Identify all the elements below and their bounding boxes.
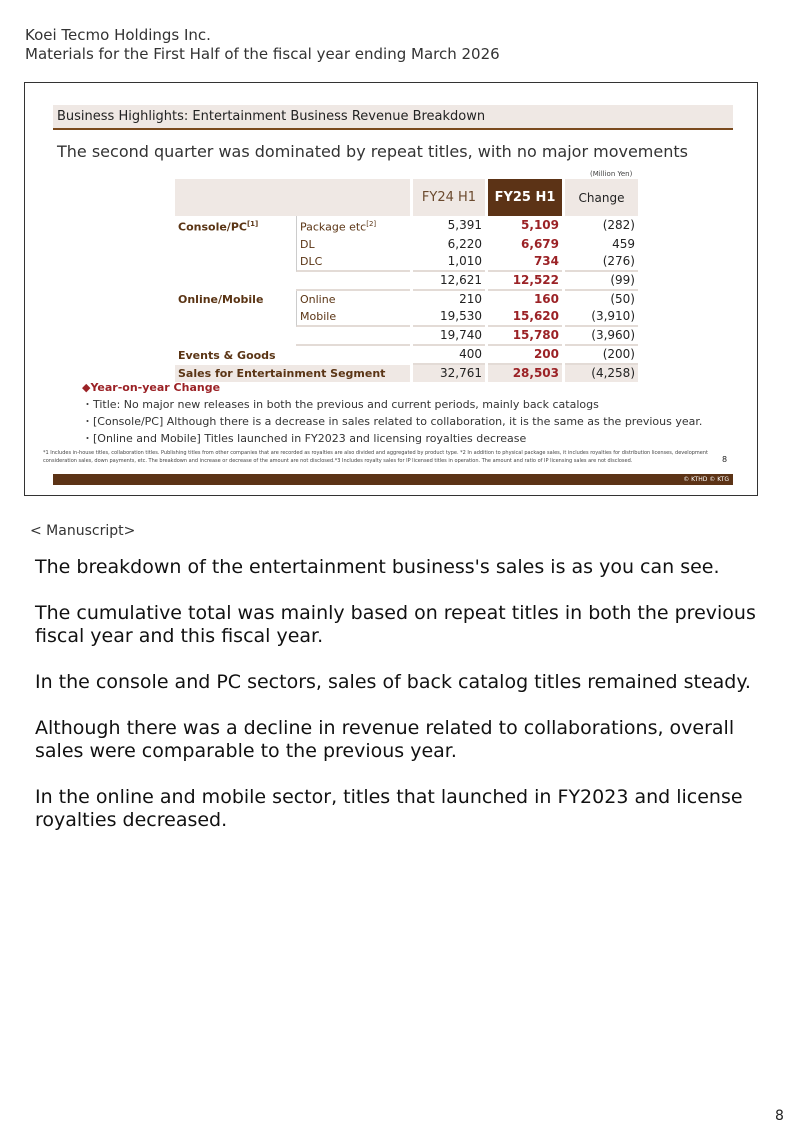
change-value: (276) xyxy=(565,253,638,272)
table-row xyxy=(175,327,638,346)
fy25-value: 200 xyxy=(488,346,562,365)
yoy-section xyxy=(82,379,702,447)
header-blank xyxy=(175,179,410,216)
row-sublabel xyxy=(296,272,410,291)
row-label: Sales for Entertainment Segment xyxy=(175,365,410,382)
row-label: Events & Goods xyxy=(178,348,276,362)
fy24-value: 400 xyxy=(413,346,485,365)
table-row xyxy=(175,236,638,253)
change-value: (200) xyxy=(565,346,638,365)
table-row xyxy=(175,291,638,308)
row-sublabel xyxy=(296,253,410,272)
manuscript-paragraph: In the console and PC sectors, sales of back catalog titles remained steady. xyxy=(35,671,751,693)
fy24-value: 5,391 xyxy=(447,218,482,233)
fy24-value: 6,220 xyxy=(447,236,482,251)
slide-page-number: 8 xyxy=(722,455,728,464)
slide-subtitle: The second quarter was dominated by repeat titles, with no major movements xyxy=(57,142,688,161)
row-sublabel-text: Mobile xyxy=(300,309,337,323)
table-row xyxy=(175,308,638,327)
row-sublabel-text: Package etc xyxy=(300,220,367,234)
footnote-ref: [1] xyxy=(246,220,259,228)
table-row xyxy=(175,272,638,291)
footnote: *1 Includes in-house titles, collaboration titles. Publishing titles from other companies that are recorded as royalties are also divided and aggregated by product type. *2 In addition to physical package sales, it includes royalties for distribution licenses, development consideration sales, down payments, etc. The breakdown and increase or decrease of the amount are not disclosed.*3 Includes royalty sales for IP licensed titles in operation. The amount and ratio of IP licensing sales are not disclosed. xyxy=(43,450,709,464)
manuscript-paragraph: The breakdown of the entertainment business's sales is as you can see. xyxy=(35,556,720,578)
row-sublabel xyxy=(296,327,410,346)
fy24-value: 1,010 xyxy=(413,253,485,272)
row-label xyxy=(175,291,293,308)
fy25-value: 734 xyxy=(488,253,562,272)
document-header xyxy=(25,26,500,64)
fy25-value: 28,503 xyxy=(488,365,562,382)
change-value: (50) xyxy=(610,291,635,306)
page-number: 8 xyxy=(775,1108,784,1124)
row-label-text: Console/PC xyxy=(178,220,247,234)
col-fy25: FY25 H1 xyxy=(488,179,562,216)
row-label xyxy=(175,272,293,291)
company-name: Koei Tecmo Holdings Inc. xyxy=(25,26,211,44)
change-value: (99) xyxy=(565,272,638,291)
footer-bar xyxy=(53,474,733,485)
yoy-item: ・Title: No major new releases in both the previous and current periods, mainly back catalogs xyxy=(82,398,599,411)
fy24-value: 32,761 xyxy=(413,365,485,382)
change-value: (3,910) xyxy=(565,308,638,327)
manuscript-paragraph: Although there was a decline in revenue related to collaborations, overall sales were comparable to the previous year. xyxy=(35,717,735,762)
manuscript-body xyxy=(35,556,775,855)
row-sublabel xyxy=(296,216,410,236)
fy25-value: 160 xyxy=(533,291,559,306)
table-row xyxy=(175,216,638,236)
row-sublabel xyxy=(296,308,410,327)
change-value: (4,258) xyxy=(565,365,638,382)
table-row xyxy=(175,253,638,272)
col-change: Change xyxy=(565,179,638,216)
fy24-value: 12,621 xyxy=(413,272,485,291)
copyright: © KTHD © KTG xyxy=(683,476,729,483)
row-label xyxy=(175,253,293,272)
fy25-value: 15,780 xyxy=(488,327,562,346)
change-value: 459 xyxy=(612,236,635,251)
manuscript-label: < Manuscript> xyxy=(30,523,136,539)
fy24-value: 210 xyxy=(459,291,482,306)
yoy-heading: ◆Year-on-year Change xyxy=(82,381,221,394)
manuscript-paragraph: In the online and mobile sector, titles that launched in FY2023 and license royalties decreased. xyxy=(35,786,743,831)
slide-title: Business Highlights: Entertainment Business Revenue Breakdown xyxy=(53,105,733,130)
row-label xyxy=(175,308,293,327)
yoy-item: ・[Console/PC] Although there is a decrease in sales related to collaboration, it is the same as the previous year. xyxy=(82,415,703,428)
fy24-value: 19,740 xyxy=(413,327,485,346)
fy25-value: 6,679 xyxy=(521,236,559,251)
row-sublabel xyxy=(296,236,410,253)
table-row xyxy=(175,346,638,365)
row-sublabel-text: Online xyxy=(300,292,336,306)
footnote-ref: [2] xyxy=(366,220,377,228)
slide xyxy=(24,82,758,496)
fy24-value: 19,530 xyxy=(413,308,485,327)
change-value: (282) xyxy=(602,218,635,233)
change-value: (3,960) xyxy=(565,327,638,346)
row-label-text: Online/Mobile xyxy=(178,292,264,306)
yoy-item: ・[Online and Mobile] Titles launched in FY2023 and licensing royalties decrease xyxy=(82,432,527,445)
row-label xyxy=(175,216,293,236)
row-label xyxy=(175,327,293,346)
manuscript-paragraph: The cumulative total was mainly based on repeat titles in both the previous fiscal year and this fiscal year. xyxy=(35,602,756,647)
row-sublabel-text: DL xyxy=(300,237,315,251)
document-title: Materials for the First Half of the fiscal year ending March 2026 xyxy=(25,45,500,63)
unit-label: (Million Yen) xyxy=(590,170,633,178)
col-fy24: FY24 H1 xyxy=(413,179,485,216)
row-label xyxy=(175,236,293,253)
fy25-value: 12,522 xyxy=(488,272,562,291)
revenue-table xyxy=(172,179,641,382)
row-sublabel xyxy=(296,291,410,308)
fy25-value: 5,109 xyxy=(521,218,559,233)
fy25-value: 15,620 xyxy=(488,308,562,327)
row-sublabel-text: DLC xyxy=(300,254,323,268)
